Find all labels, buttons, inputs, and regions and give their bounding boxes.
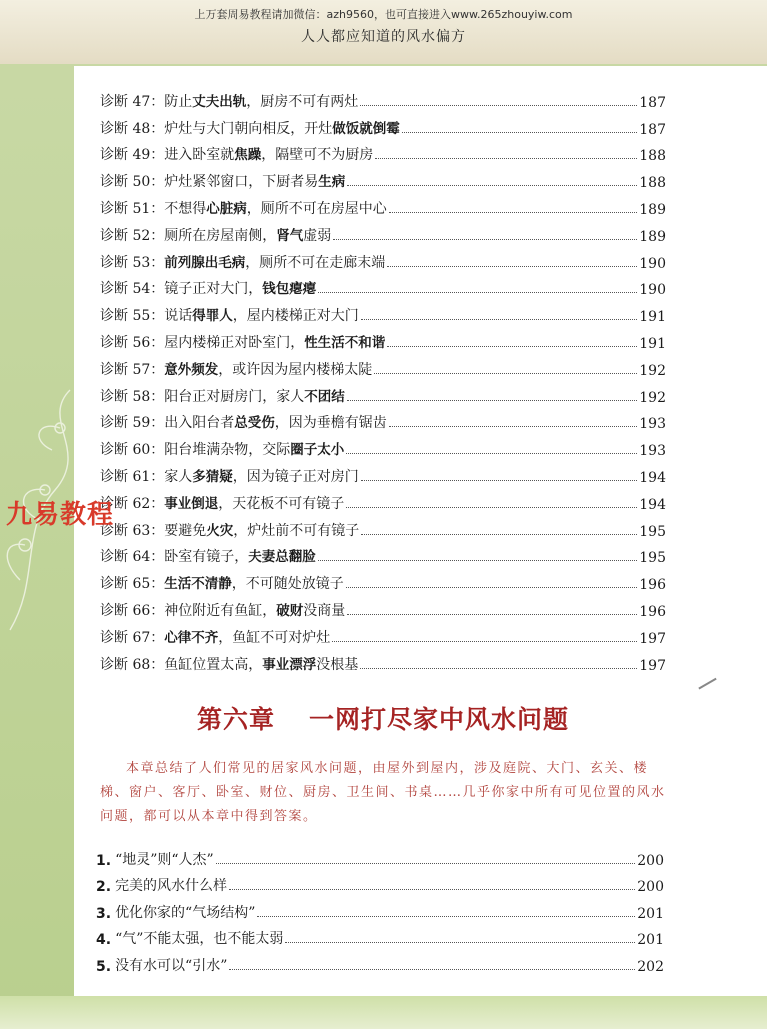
toc-entry-label bbox=[100, 626, 330, 647]
toc-entry-text: ，屋内楼梯正对大门 bbox=[232, 308, 359, 325]
toc-entry-text: 诊断 61：家人 bbox=[100, 468, 193, 485]
toc-entry-label bbox=[100, 492, 344, 513]
toc-entry[interactable] bbox=[100, 298, 666, 325]
toc-entry-keyword: 事业漂浮 bbox=[262, 656, 317, 673]
toc-entry-text: ，不可随处放镜子 bbox=[231, 576, 344, 593]
watermark-logo: 九易教程 bbox=[6, 500, 115, 530]
toc-entry-keyword: 圈子太小 bbox=[290, 442, 345, 459]
dot-leader bbox=[347, 184, 637, 186]
section-label: 完美的风水什么样 bbox=[115, 878, 228, 894]
toc-entry[interactable] bbox=[100, 459, 666, 486]
toc-page-number: 190 bbox=[639, 282, 666, 299]
toc-entry[interactable] bbox=[100, 566, 666, 593]
toc-page-number: 187 bbox=[639, 94, 666, 111]
dot-leader bbox=[360, 667, 637, 669]
header-notice: 上万套周易教程请加微信：azh9560，也可直接进入www.265zhouyiw.com bbox=[194, 8, 573, 21]
toc-entry[interactable] bbox=[100, 432, 666, 459]
toc-entry-label bbox=[100, 572, 344, 593]
toc-entry-keyword: 总受伤 bbox=[234, 415, 275, 432]
toc-entry-text: ，炉灶前不可有镜子 bbox=[233, 522, 360, 539]
toc-entry-keyword: 前列腺出毛病 bbox=[164, 254, 246, 271]
toc-entry-text: 诊断 58：阳台正对厨房门，家人 bbox=[100, 388, 305, 405]
toc-entry[interactable] bbox=[100, 379, 666, 406]
toc-entry-keyword: 生病 bbox=[318, 174, 346, 191]
top-banner bbox=[0, 0, 767, 64]
toc-page-number: 191 bbox=[639, 309, 666, 326]
toc-entry[interactable] bbox=[100, 352, 666, 379]
dot-leader bbox=[387, 265, 637, 267]
toc-entry-keyword: 心律不齐 bbox=[164, 629, 219, 646]
section-label: 优化你家的“气场结构” bbox=[115, 904, 256, 921]
dot-leader bbox=[229, 888, 635, 890]
section-number: 5. bbox=[96, 958, 112, 975]
toc-entry-text: ，因为镜子正对房门 bbox=[232, 468, 359, 485]
section-label: 没有水可以“引水” bbox=[115, 957, 228, 974]
toc-page-number: 194 bbox=[639, 469, 666, 486]
toc-page-number: 188 bbox=[639, 148, 666, 165]
toc-entry-text: 诊断 63：要避免 bbox=[100, 522, 207, 539]
toc-entry-text: 诊断 57： bbox=[100, 361, 165, 378]
toc-entry[interactable] bbox=[100, 593, 666, 620]
toc-page-number: 189 bbox=[639, 228, 666, 245]
section-page-number: 202 bbox=[637, 958, 664, 975]
toc-entry-label bbox=[100, 465, 359, 486]
dot-leader bbox=[389, 425, 638, 427]
section-number: 1. bbox=[96, 852, 112, 869]
toc-entry-text: 诊断 54：镜子正对大门， bbox=[100, 281, 263, 298]
toc-entry-label bbox=[100, 599, 345, 620]
toc-entry-label bbox=[100, 411, 387, 432]
toc-page-number: 193 bbox=[639, 443, 666, 460]
dot-leader bbox=[389, 211, 638, 213]
toc-entry[interactable] bbox=[100, 513, 666, 540]
dot-leader bbox=[360, 104, 637, 106]
toc-entry-label bbox=[100, 653, 358, 674]
toc-page-number: 196 bbox=[639, 603, 666, 620]
toc-entry-label bbox=[100, 277, 316, 298]
toc-entry-label bbox=[100, 358, 372, 379]
section-entry[interactable] bbox=[96, 869, 664, 896]
toc-entry-keyword: 焦躁 bbox=[234, 147, 262, 164]
dot-leader bbox=[361, 479, 638, 481]
toc-entry-label bbox=[100, 438, 344, 459]
toc-entry-keyword: 肾气 bbox=[276, 227, 304, 244]
dot-leader bbox=[333, 238, 637, 240]
section-label: “气”不能太强，也不能太弱 bbox=[115, 931, 284, 947]
toc-entry[interactable] bbox=[100, 406, 666, 433]
section-entry[interactable] bbox=[96, 948, 664, 975]
chapter-heading bbox=[100, 700, 666, 736]
dot-leader bbox=[346, 506, 637, 508]
toc-entry-label bbox=[100, 304, 359, 325]
toc-entry-keyword: 夫妻总翻脸 bbox=[248, 549, 316, 566]
toc-entry-text: 没根基 bbox=[316, 656, 359, 673]
toc-entry-text: ，鱼缸不可对炉灶 bbox=[218, 629, 331, 646]
dot-leader bbox=[318, 559, 638, 561]
toc-page-number: 195 bbox=[639, 550, 666, 567]
dot-leader bbox=[346, 586, 638, 588]
toc-entry-text: 诊断 64：卧室有镜子， bbox=[100, 549, 249, 566]
toc-entry-text: 诊断 50：炉灶紧邻窗口，下厨者易 bbox=[100, 174, 319, 191]
toc-entry-text: 虚弱 bbox=[303, 227, 332, 244]
toc-entry-label bbox=[100, 90, 358, 111]
toc-page-number: 188 bbox=[639, 175, 666, 192]
toc-page-number: 190 bbox=[639, 255, 666, 272]
toc-entry-text: 诊断 67： bbox=[100, 629, 165, 646]
toc-entry[interactable] bbox=[100, 164, 666, 191]
toc-entry[interactable] bbox=[100, 272, 666, 299]
toc-entry-text: 诊断 65： bbox=[100, 576, 165, 593]
toc-page-number: 197 bbox=[639, 630, 666, 647]
toc-entry-keyword: 事业倒退 bbox=[164, 495, 219, 512]
toc-entry-label bbox=[100, 117, 400, 138]
dot-leader bbox=[257, 915, 635, 917]
toc-entry-text: ，厕所不可在房屋中心 bbox=[246, 200, 387, 217]
toc-entry-keyword: 丈夫出轨 bbox=[192, 93, 247, 110]
toc-entry-keyword: 得罪人 bbox=[192, 308, 233, 325]
toc-entry[interactable] bbox=[100, 191, 666, 218]
dot-leader bbox=[375, 157, 637, 159]
dot-leader bbox=[361, 533, 637, 535]
toc-entry[interactable] bbox=[100, 245, 666, 272]
section-list bbox=[96, 842, 664, 975]
toc-entry-label bbox=[100, 385, 345, 406]
section-entry[interactable] bbox=[96, 922, 664, 949]
dot-leader bbox=[347, 613, 637, 615]
toc-entry-text: 诊断 62： bbox=[100, 495, 165, 512]
toc-page-number: 195 bbox=[639, 523, 666, 540]
section-entry[interactable] bbox=[96, 842, 664, 869]
dot-leader bbox=[285, 941, 635, 943]
toc-entry-text: 诊断 55：说话 bbox=[100, 308, 193, 325]
toc-entry[interactable] bbox=[100, 84, 666, 111]
toc-entry-keyword: 做饭就倒霉 bbox=[332, 120, 400, 137]
section-number: 4. bbox=[96, 932, 112, 948]
toc-entry-text: ，或许因为屋内楼梯太陡 bbox=[218, 361, 373, 378]
toc-entry-keyword: 钱包瘪瘪 bbox=[262, 281, 317, 298]
toc-entry-label bbox=[100, 197, 387, 218]
toc-page-number: 191 bbox=[639, 335, 666, 352]
toc-entry[interactable] bbox=[100, 218, 666, 245]
toc-entry-text: 诊断 56：屋内楼梯正对卧室门， bbox=[100, 334, 305, 351]
toc-entry-keyword: 破财 bbox=[276, 602, 304, 619]
toc-entry-text: 诊断 68：鱼缸位置太高， bbox=[100, 656, 263, 673]
toc-entry-keyword: 心脏病 bbox=[206, 200, 247, 217]
toc-entry-text: 诊断 60：阳台堆满杂物，交际 bbox=[100, 442, 291, 459]
toc-list bbox=[100, 84, 666, 674]
toc-entry[interactable] bbox=[100, 647, 666, 674]
dot-leader bbox=[318, 291, 637, 293]
toc-entry-label bbox=[100, 545, 316, 566]
toc-entry[interactable] bbox=[100, 325, 666, 352]
dot-leader bbox=[387, 345, 637, 347]
toc-entry-label bbox=[100, 251, 385, 272]
toc-page-number: 193 bbox=[639, 416, 666, 433]
toc-page-number: 192 bbox=[639, 362, 666, 379]
toc-entry-keyword: 意外频发 bbox=[164, 361, 219, 378]
toc-entry-text: 诊断 52：厕所在房屋南侧， bbox=[100, 227, 277, 244]
toc-entry-text: ，隔壁可不为厨房 bbox=[261, 147, 374, 164]
dot-leader bbox=[216, 862, 636, 864]
section-page-number: 201 bbox=[637, 932, 664, 948]
toc-page-number: 196 bbox=[639, 577, 666, 594]
toc-entry[interactable] bbox=[100, 111, 666, 138]
section-entry[interactable] bbox=[96, 895, 664, 922]
dot-leader bbox=[402, 131, 638, 133]
toc-entry-keyword: 生活不清静 bbox=[164, 576, 232, 593]
toc-entry-label bbox=[100, 519, 359, 540]
toc-entry-text: 诊断 51：不想得 bbox=[100, 200, 207, 217]
toc-entry-text: 诊断 59：出入阳台者 bbox=[100, 415, 235, 432]
toc-entry-text: ，厨房不可有两灶 bbox=[246, 93, 359, 110]
section-number: 3. bbox=[96, 905, 112, 922]
book-title: 人人都应知道的风水偏方 bbox=[301, 29, 466, 45]
toc-entry-label bbox=[100, 224, 331, 245]
chapter-intro: 本章总结了人们常见的居家风水问题，由屋外到屋内，涉及庭院、大门、玄关、楼梯、窗户、客厅、卧室、财位、厨房、卫生间、书桌……几乎你家中所有可见位置的风水问题，都可以从本章中得到答案。 bbox=[100, 761, 666, 824]
toc-entry-keyword: 性生活不和谐 bbox=[304, 334, 386, 351]
toc-entry-text: ，因为垂檐有锯齿 bbox=[274, 415, 387, 432]
toc-entry-label bbox=[100, 170, 345, 191]
toc-entry-text: 诊断 53： bbox=[100, 254, 165, 271]
section-page-number: 201 bbox=[637, 905, 664, 922]
section-label: “地灵”则“人杰” bbox=[115, 851, 214, 868]
toc-entry-text: ，厕所不可在走廊末端 bbox=[245, 254, 386, 271]
toc-page-number: 194 bbox=[639, 496, 666, 513]
toc-page-number: 192 bbox=[639, 389, 666, 406]
toc-entry[interactable] bbox=[100, 486, 666, 513]
toc-entry-text: 没商量 bbox=[303, 602, 346, 619]
bottom-band bbox=[0, 996, 767, 1029]
dot-leader bbox=[229, 968, 635, 970]
chapter-title: 一网打尽家中风水问题 bbox=[309, 705, 570, 734]
toc-entry-keyword: 多猜疑 bbox=[192, 468, 233, 485]
section-page-number: 200 bbox=[637, 879, 664, 895]
toc-entry-text: 诊断 49：进入卧室就 bbox=[100, 147, 235, 164]
toc-entry-keyword: 不团结 bbox=[304, 388, 345, 405]
toc-entry-text: 诊断 48：炉灶与大门朝向相反，开灶 bbox=[100, 120, 333, 137]
chapter-number: 第六章 bbox=[196, 705, 275, 734]
toc-entry-text: ，天花板不可有镜子 bbox=[218, 495, 345, 512]
toc-page-number: 197 bbox=[639, 657, 666, 674]
section-page-number: 200 bbox=[637, 852, 664, 869]
toc-entry[interactable] bbox=[100, 540, 666, 567]
dot-leader bbox=[361, 318, 638, 320]
dot-leader bbox=[332, 640, 637, 642]
dot-leader bbox=[346, 452, 637, 454]
toc-entry[interactable] bbox=[100, 138, 666, 165]
toc-entry-text: 诊断 66：神位附近有鱼缸， bbox=[100, 602, 277, 619]
toc-entry-keyword: 火灾 bbox=[206, 522, 234, 539]
dot-leader bbox=[374, 372, 637, 374]
toc-page-number: 187 bbox=[639, 121, 666, 138]
section-number: 2. bbox=[96, 879, 112, 895]
toc-page-number: 189 bbox=[639, 201, 666, 218]
toc-entry-label bbox=[100, 331, 385, 352]
toc-entry[interactable] bbox=[100, 620, 666, 647]
toc-entry-label bbox=[100, 143, 373, 164]
toc-entry-text: 诊断 47：防止 bbox=[100, 93, 193, 110]
dot-leader bbox=[347, 399, 638, 401]
